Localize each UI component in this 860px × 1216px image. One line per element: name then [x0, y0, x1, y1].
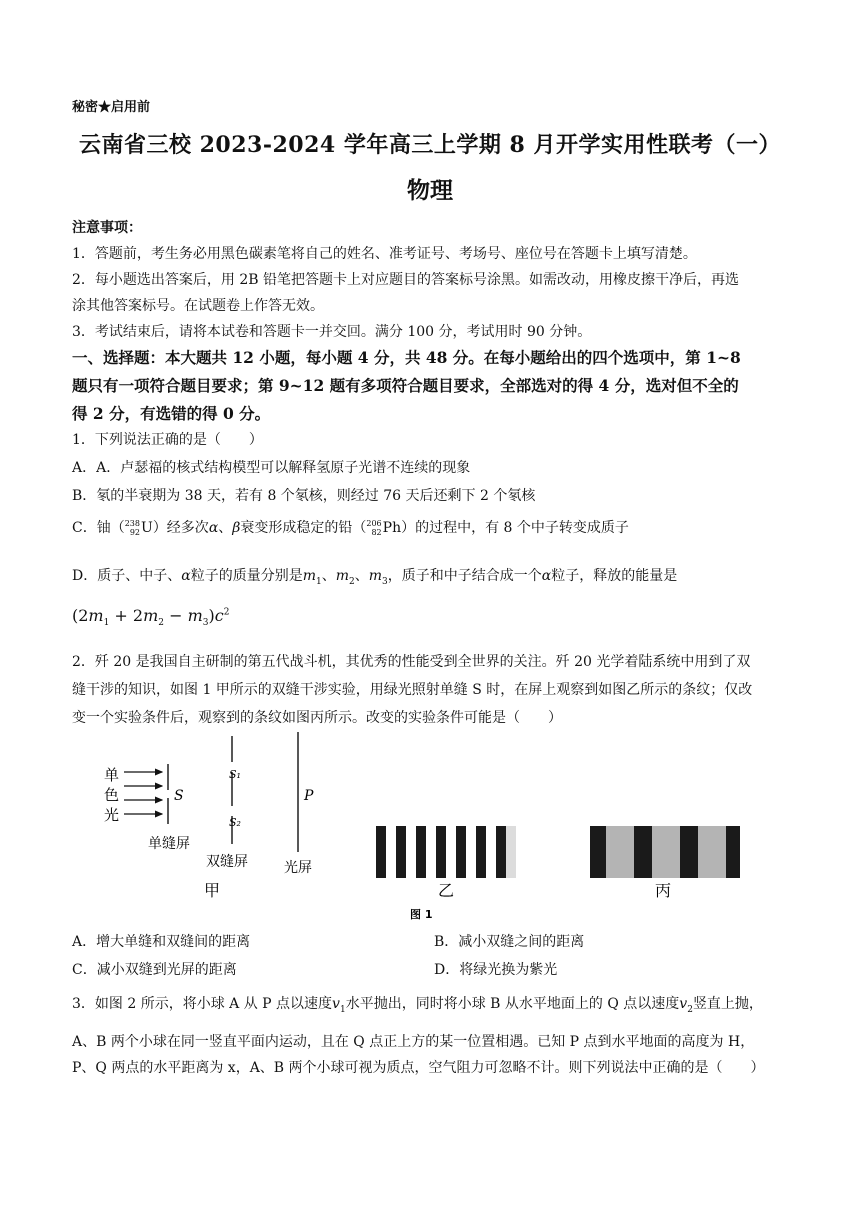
figure-bing-label: 丙	[655, 881, 672, 900]
q1-stem: 1．下列说法正确的是（ ）	[72, 432, 263, 448]
dark-fringe	[376, 826, 386, 878]
formula-part: )	[208, 606, 215, 625]
slit-s2-label: S₂	[229, 816, 241, 829]
notice-heading: 注意事项：	[72, 220, 142, 236]
q2-stem-line: 2．歼 20 是我国自主研制的第五代战斗机，其优秀的性能受到全世界的关注。歼 20 光学着陆系统中用到了双	[72, 654, 751, 670]
q1-c-text: ）经多次	[152, 520, 209, 536]
dark-fringe	[476, 826, 486, 878]
pb-mass-number: 206	[366, 519, 382, 528]
section-heading-line: 一、选择题：本大题共 12 小题，每小题 4 分，共 48 分。在每小题给出的四个选项中，第 1~8	[72, 348, 741, 367]
q2-option-b: B．减小双缝之间的距离	[434, 934, 585, 950]
alpha-symbol: α	[208, 520, 219, 536]
figure-jia-label: 甲	[204, 881, 221, 900]
dark-fringe	[496, 826, 506, 878]
figure-yi-label: 乙	[438, 881, 455, 900]
apparatus-diagram	[104, 732, 314, 900]
mass-symbol: m	[88, 606, 104, 625]
q3-stem-line: A、B 两个小球在同一竖直平面内运动，且在 Q 点正上方的某一位置相遇。已知 P 点到水平地面的高度为 H，	[72, 1034, 755, 1050]
q1-option-c	[72, 518, 629, 538]
light-fringe	[506, 826, 516, 878]
mass-symbol: m	[335, 568, 349, 584]
alpha-symbol: α	[181, 568, 191, 584]
light-speed-symbol: c	[214, 606, 224, 625]
notice-item: 2．每小题选出答案后，用 2B 铅笔把答题卡上对应题目的答案标号涂黑。如需改动，用橡皮擦干净后，再选	[72, 272, 740, 288]
mass-symbol: m	[187, 606, 203, 625]
q2-option-c: C．减小双缝到光屏的距离	[72, 962, 237, 978]
dark-fringe	[456, 826, 466, 878]
beta-symbol: β	[232, 520, 241, 536]
light-char: 光	[104, 806, 120, 824]
subscript: 2	[687, 1004, 693, 1015]
q1-d-text: 、	[354, 568, 369, 584]
slit-s1-label: S₁	[229, 768, 241, 781]
dark-fringe	[634, 826, 652, 878]
q1-energy-formula	[72, 606, 229, 628]
slit-s-label: S	[174, 788, 184, 804]
lead-nuclide	[366, 519, 381, 537]
light-screen-label: 光屏	[284, 860, 312, 876]
q1-option-b: B．氡的半衰期为 38 天，若有 8 个氡核，则经过 76 天后还剩下 2 个氡核	[72, 488, 536, 504]
dark-fringe	[726, 826, 740, 878]
formula-part: (2	[72, 606, 89, 625]
q3-text: 竖直上抛，	[692, 996, 763, 1012]
section-heading-line: 得 2 分，有选错的得 0 分。	[72, 404, 271, 423]
q1-d-text: ，质子和中子结合成一个	[387, 568, 542, 584]
pb-symbol: Ph	[382, 520, 402, 536]
q3-text: 水平抛出，同时将小球 B 从水平地面上的 Q 点以速度	[345, 996, 680, 1012]
q2-stem-line: 缝干涉的知识，如图 1 甲所示的双缝干涉实验，用绿光照射单缝 S 时，在屏上观察到如图乙所示的条纹；仅改	[72, 682, 753, 698]
q1-d-text: D．质子、中子、	[72, 568, 182, 584]
velocity-symbol: v	[332, 996, 340, 1012]
mass-symbol: m	[368, 568, 383, 584]
exam-title: 云南省三校 2023-2024 学年高三上学期 8 月开学实用性联考（一）	[78, 132, 782, 158]
q3-text: 3．如图 2 所示，将小球 A 从 P 点以速度	[72, 996, 333, 1012]
q1-c-text: 、	[218, 520, 233, 536]
formula-part: −	[164, 606, 188, 625]
u-symbol: U	[141, 520, 153, 536]
subscript: 2	[349, 576, 355, 587]
subscript: 2	[158, 618, 164, 629]
u-atomic-number: 92	[129, 528, 140, 537]
formula-part: + 2	[109, 606, 144, 625]
dark-fringe	[680, 826, 698, 878]
q1-option-d	[72, 566, 677, 592]
confidential-label: 秘密★启用前	[72, 100, 151, 115]
q1-c-text: C．铀（	[72, 520, 125, 536]
q1-d-text: 、	[321, 568, 336, 584]
alpha-symbol: α	[541, 568, 552, 584]
fringe-background	[590, 826, 740, 878]
figure-1	[0, 728, 860, 928]
q1-d-text: 粒子，释放的能量是	[551, 568, 678, 584]
subscript: 3	[202, 618, 209, 629]
section-heading-line: 题只有一项符合题目要求；第 9~12 题有多项符合题目要求，全部选对的得 4 分，选对但不全的	[72, 376, 739, 395]
dark-fringe	[416, 826, 426, 878]
q1-d-text: 粒子的质量分别是	[190, 568, 303, 584]
velocity-symbol: v	[679, 996, 688, 1012]
light-char: 单	[104, 766, 120, 784]
figure-caption: 图 1	[410, 908, 433, 921]
fringe-pattern-bing	[590, 826, 740, 900]
q1-c-text: 衰变形成稳定的铅（	[240, 520, 367, 536]
mass-symbol: m	[302, 568, 316, 584]
uranium-nuclide	[125, 519, 140, 537]
single-slit-label: 单缝屏	[148, 836, 190, 852]
q2-stem-line: 变一个实验条件后，观察到的条纹如图丙所示。改变的实验条件可能是（ ）	[72, 710, 562, 726]
dark-fringe	[590, 826, 606, 878]
subject-title: 物理	[407, 177, 453, 204]
q2-option-d: D．将绿光换为紫光	[434, 962, 558, 978]
subscript: 1	[103, 618, 110, 629]
mass-symbol: m	[143, 606, 159, 625]
notice-item: 涂其他答案标号。在试题卷上作答无效。	[72, 298, 324, 314]
q2-option-a: A．增大单缝和双缝间的距离	[72, 934, 251, 950]
subscript: 1	[339, 1004, 346, 1015]
light-char: 色	[104, 786, 120, 804]
q1-option-a: A．A．卢瑟福的核式结构模型可以解释氢原子光谱不连续的现象	[72, 460, 471, 476]
double-slit-label: 双缝屏	[206, 854, 248, 870]
dark-fringe	[396, 826, 406, 878]
dark-fringe	[436, 826, 446, 878]
q1-c-text: ）的过程中，有 8 个中子转变成质子	[401, 520, 629, 536]
subscript: 1	[315, 576, 322, 587]
superscript: 2	[223, 607, 230, 618]
notice-item: 1．答题前，考生务必用黑色碳素笔将自己的姓名、准考证号、考场号、座位号在答题卡上填写清楚。	[72, 246, 697, 262]
fringe-pattern-yi	[376, 826, 516, 900]
u-mass-number: 238	[124, 519, 140, 528]
subscript: 3	[382, 576, 388, 587]
q3-stem-line: P、Q 两点的水平距离为 x，A、B 两个小球可视为质点，空气阻力可忽略不计。则下列说法中正确的是（ ）	[72, 1060, 765, 1076]
notice-item: 3．考试结束后，请将本试卷和答题卡一并交回。满分 100 分，考试用时 90 分钟。	[72, 324, 592, 340]
q3-stem-line	[72, 994, 763, 1020]
pb-atomic-number: 82	[371, 528, 382, 537]
screen-p-label: P	[304, 788, 314, 804]
